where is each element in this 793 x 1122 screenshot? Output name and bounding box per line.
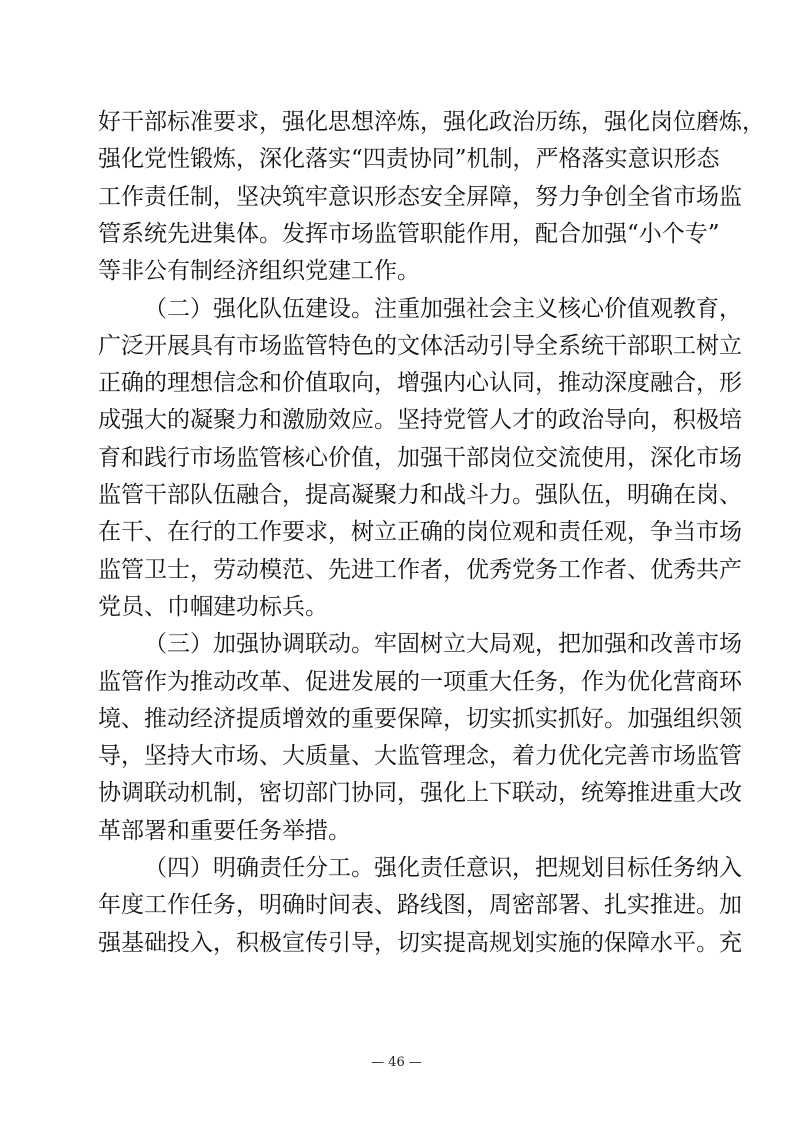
text-line: 监管作为推动改革、促进发展的一项重大任务，作为优化营商环	[98, 669, 742, 695]
section-heading-line: （四）明确责任分工。强化责任意识，把规划目标任务纳入	[144, 855, 742, 881]
text-line: 境、推动经济提质增效的重要保障，切实抓实抓好。加强组织领	[98, 706, 742, 732]
text-line: 监管卫士，劳动模范、先进工作者，优秀党务工作者、优秀共产	[98, 557, 742, 583]
text-line: 监管干部队伍融合，提高凝聚力和战斗力。强队伍，明确在岗、	[98, 482, 742, 508]
section-heading-line: （二）强化队伍建设。注重加强社会主义核心价值观教育，	[144, 296, 742, 322]
text-line: 强化党性锻炼，深化落实“四责协同”机制，严格落实意识形态	[98, 146, 720, 172]
text-line: 成强大的凝聚力和激励效应。坚持党管人才的政治导向，积极培	[98, 407, 742, 433]
text-line: 党员、巾帼建功标兵。	[98, 594, 328, 620]
text-line: 好干部标准要求，强化思想淬炼，强化政治历练，强化岗位磨炼，	[98, 109, 765, 135]
text-line: 广泛开展具有市场监管特色的文体活动引导全系统干部职工树立	[98, 333, 742, 359]
text-line: 正确的理想信念和价值取向，增强内心认同，推动深度融合，形	[98, 370, 742, 396]
text-line: 管系统先进集体。发挥市场监管职能作用，配合加强“小个专”	[98, 221, 720, 247]
page-number: — 46 —	[371, 1055, 422, 1070]
text-line: 导，坚持大市场、大质量、大监管理念，着力优化完善市场监管	[98, 743, 742, 769]
text-line: 强基础投入，积极宣传引导，切实提高规划实施的保障水平。充	[98, 930, 742, 956]
text-line: 年度工作任务，明确时间表、路线图，周密部署、扎实推进。加	[98, 892, 742, 918]
text-line: 工作责任制，坚决筑牢意识形态安全屏障，努力争创全省市场监	[98, 184, 742, 210]
text-line: 革部署和重要任务举措。	[98, 818, 351, 844]
section-heading-line: （三）加强协调联动。牢固树立大局观，把加强和改善市场	[144, 631, 742, 657]
text-line: 在干、在行的工作要求，树立正确的岗位观和责任观，争当市场	[98, 519, 742, 545]
text-line: 育和践行市场监管核心价值，加强干部岗位交流使用，深化市场	[98, 445, 742, 471]
text-line: 等非公有制经济组织党建工作。	[98, 258, 420, 284]
text-line: 协调联动机制，密切部门协同，强化上下联动，统筹推进重大改	[98, 780, 742, 806]
